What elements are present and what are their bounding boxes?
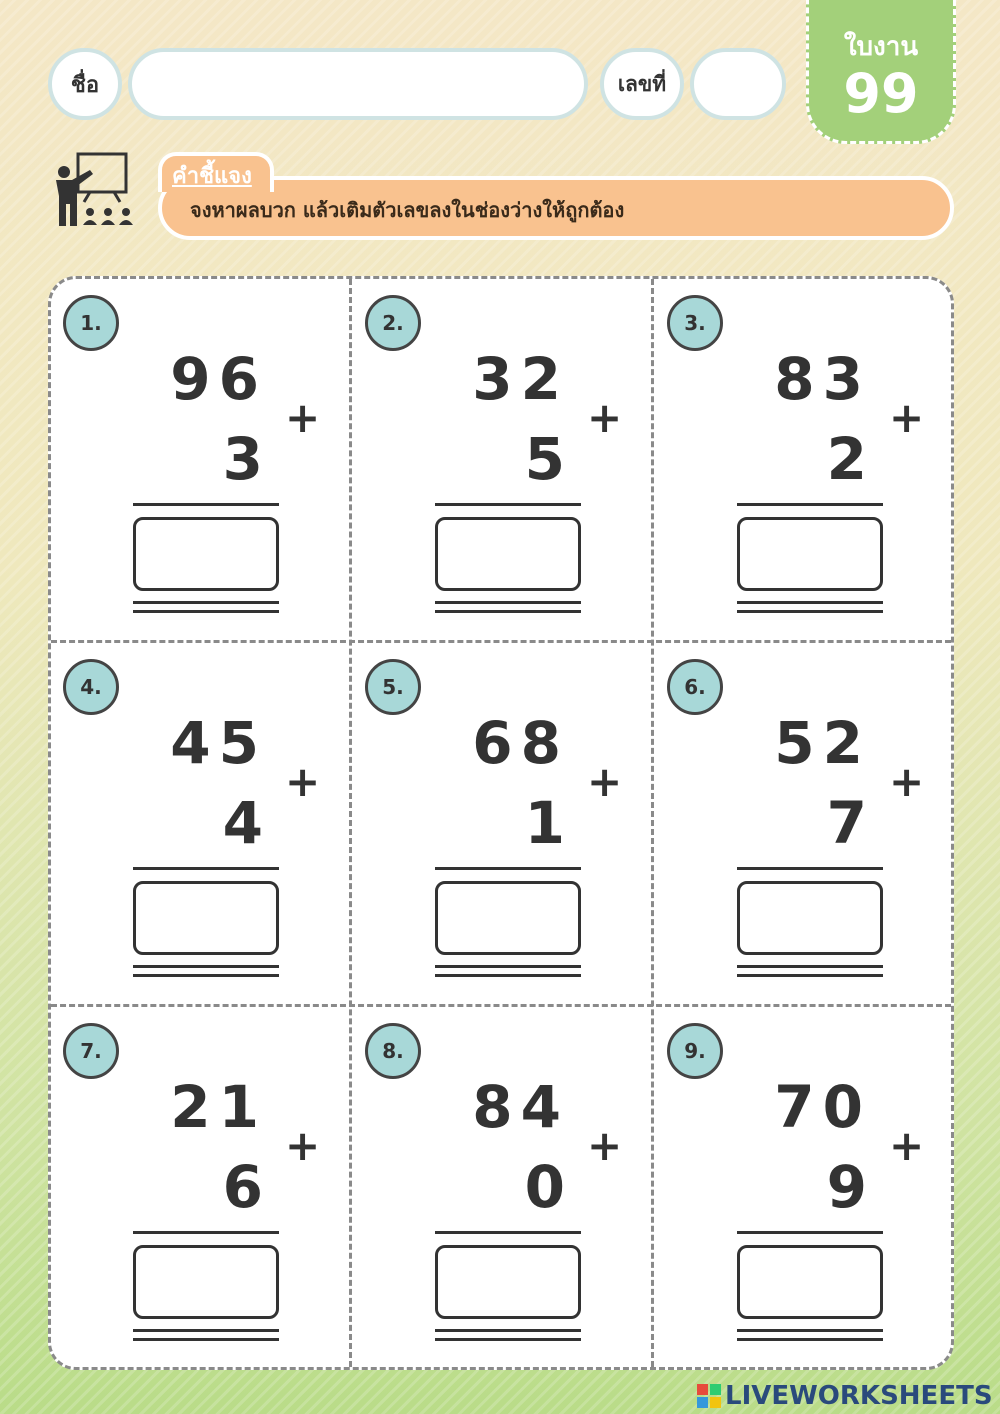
sum-line [133,867,279,870]
problem-cell [51,643,351,1007]
badge-label: ใบงาน [843,31,919,62]
name-label: ชื่อ [48,48,122,120]
number-label: เลขที่ [600,48,684,120]
addend-top: 84 [472,1073,569,1141]
addend-bottom: 3 [222,425,263,493]
addend-top: 68 [472,709,569,777]
plus-sign: + [587,757,623,806]
plus-sign: + [285,1121,321,1170]
problem-cell [51,279,351,643]
answer-input[interactable] [435,517,581,591]
double-underline [133,610,279,613]
plus-sign: + [889,393,925,442]
sum-line [133,1231,279,1234]
double-underline [435,601,581,604]
double-underline [737,601,883,604]
double-underline [133,601,279,604]
addend-bottom: 0 [524,1153,565,1221]
addend-top: 32 [472,345,569,413]
badge-number: 99 [843,61,919,125]
problem-number: 3. [667,295,723,351]
problem-number: 5. [365,659,421,715]
addend-top: 83 [774,345,871,413]
worksheet-badge [806,0,956,144]
problem-cell [51,1007,351,1370]
double-underline [435,974,581,977]
liveworksheets-icon [697,1384,721,1408]
addend-top: 70 [774,1073,871,1141]
double-underline [435,965,581,968]
problem-number: 7. [63,1023,119,1079]
answer-input[interactable] [133,1245,279,1319]
addend-top: 21 [170,1073,267,1141]
answer-input[interactable] [435,1245,581,1319]
double-underline [435,1329,581,1332]
double-underline [133,974,279,977]
problem-grid [48,276,954,1370]
addend-top: 96 [170,345,267,413]
problem-cell [655,1007,954,1370]
answer-input[interactable] [737,517,883,591]
problem-number: 9. [667,1023,723,1079]
sum-line [133,503,279,506]
instruction-title: คำชี้แจง [172,164,252,189]
answer-input[interactable] [133,881,279,955]
double-underline [737,1329,883,1332]
addend-bottom: 2 [826,425,867,493]
addend-top: 45 [170,709,267,777]
plus-sign: + [285,393,321,442]
sum-line [737,1231,883,1234]
double-underline [737,965,883,968]
answer-input[interactable] [737,1245,883,1319]
problem-cell [655,279,954,643]
addend-top: 52 [774,709,871,777]
problem-number: 2. [365,295,421,351]
addend-bottom: 6 [222,1153,263,1221]
sum-line [737,867,883,870]
plus-sign: + [889,757,925,806]
plus-sign: + [889,1121,925,1170]
problem-number: 4. [63,659,119,715]
problem-number: 1. [63,295,119,351]
addend-bottom: 7 [826,789,867,857]
plus-sign: + [587,1121,623,1170]
logo-text: LIVEWORKSHEETS [725,1381,993,1411]
problem-cell [353,279,653,643]
double-underline [737,610,883,613]
double-underline [435,610,581,613]
answer-input[interactable] [133,517,279,591]
sum-line [737,503,883,506]
addend-bottom: 4 [222,789,263,857]
double-underline [133,965,279,968]
double-underline [133,1329,279,1332]
plus-sign: + [587,393,623,442]
plus-sign: + [285,757,321,806]
sum-line [435,1231,581,1234]
instruction-text: จงหาผลบวก แล้วเติมตัวเลขลงในช่องว่างให้ถูกต้อง [190,198,625,222]
teacher-icon [50,150,140,232]
sum-line [435,867,581,870]
problem-number: 8. [365,1023,421,1079]
liveworksheets-logo [697,1381,993,1411]
double-underline [737,1338,883,1341]
number-input[interactable] [690,48,786,120]
double-underline [133,1338,279,1341]
answer-input[interactable] [737,881,883,955]
double-underline [737,974,883,977]
problem-cell [655,643,954,1007]
sum-line [435,503,581,506]
double-underline [435,1338,581,1341]
problem-number: 6. [667,659,723,715]
addend-bottom: 1 [524,789,565,857]
addend-bottom: 5 [524,425,565,493]
name-input[interactable] [128,48,588,120]
answer-input[interactable] [435,881,581,955]
addend-bottom: 9 [826,1153,867,1221]
problem-cell [353,643,653,1007]
problem-cell [353,1007,653,1370]
